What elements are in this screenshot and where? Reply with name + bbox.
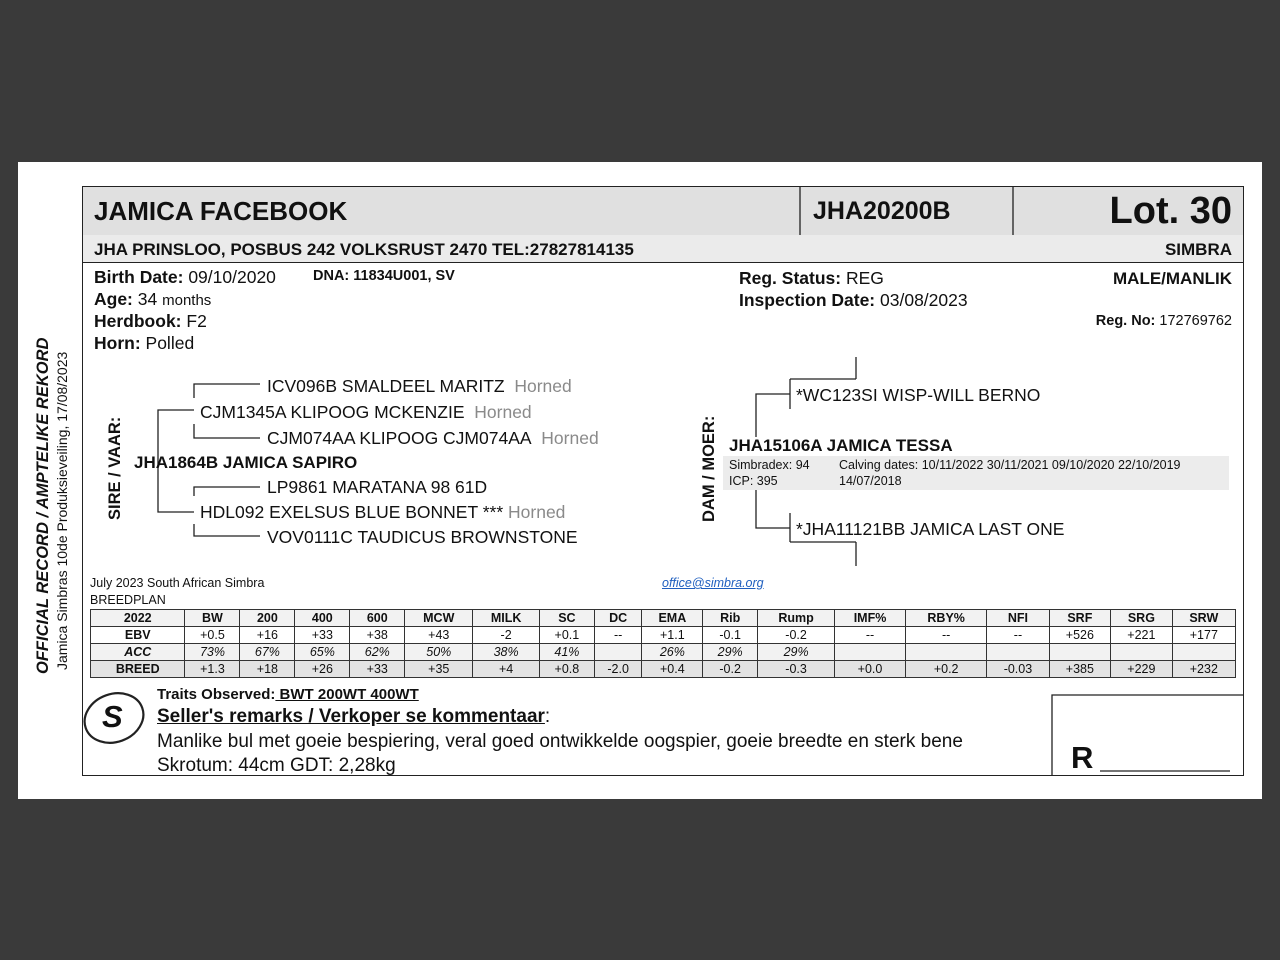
header-cell: SRF (1049, 610, 1111, 627)
remarks-line-1: Manlike bul met goeie bespiering, veral goed ontwikkelde oogspier, goeie breedte en sterk bene (157, 731, 963, 752)
sire-section-label: SIRE / VAAR: (106, 416, 124, 520)
acc-cell (906, 644, 987, 661)
ebv-cell: -- (594, 627, 642, 644)
ebv-cell: -- (987, 627, 1049, 644)
breed-cell: +0.8 (539, 661, 594, 678)
header-cell: SRW (1172, 610, 1235, 627)
header-cell: MILK (473, 610, 540, 627)
header-cell: MCW (405, 610, 473, 627)
sire-sire: CJM1345A KLIPOOG MCKENZIE Horned (200, 402, 532, 422)
breed-cell: +0.2 (906, 661, 987, 678)
dna-info: DNA: 11834U001, SV (313, 268, 455, 284)
row-label: BREED (91, 661, 185, 678)
simbra-logo: S (102, 699, 123, 734)
dam-name: JHA15106A JAMICA TESSA (729, 436, 953, 455)
acc-cell (987, 644, 1049, 661)
price-label: R (1071, 740, 1094, 775)
breed-cell: -0.2 (703, 661, 758, 678)
sire-dam-sire: LP9861 MARATANA 98 61D (267, 477, 488, 497)
calving-dates: Calving dates: 10/11/2022 30/11/2021 09/10/2020 22/10/2019 (839, 458, 1181, 472)
ebv-cell: +221 (1111, 627, 1173, 644)
breedplan-source: July 2023 South African Simbra (90, 576, 265, 590)
acc-cell: 29% (703, 644, 758, 661)
ebv-cell: +16 (240, 627, 295, 644)
header-cell: RBY% (906, 610, 987, 627)
acc-cell (594, 644, 642, 661)
breed-cell: -2.0 (594, 661, 642, 678)
dam-section-label: DAM / MOER: (700, 415, 718, 522)
ebv-header-row (91, 610, 1236, 627)
sex-label: MALE/MANLIK (1113, 269, 1232, 288)
acc-cell: 73% (185, 644, 240, 661)
header-cell: Rump (758, 610, 835, 627)
breed-cell: +1.3 (185, 661, 240, 678)
horn-status: Horn: Polled (94, 333, 195, 353)
lot-number: Lot. 30 (1109, 190, 1232, 232)
breed-avg-row (91, 661, 1236, 678)
breed-cell: -0.3 (758, 661, 835, 678)
acc-cell: 38% (473, 644, 540, 661)
header-cell: 600 (350, 610, 405, 627)
acc-cell (1049, 644, 1111, 661)
acc-cell: 65% (295, 644, 350, 661)
sire-sire-dam: CJM074AA KLIPOOG CJM074AA Horned (267, 428, 599, 448)
official-record-label: OFFICIAL RECORD / AMPTELIKE REKORD (34, 337, 52, 674)
ebv-table (90, 609, 1236, 678)
header-cell: NFI (987, 610, 1049, 627)
ebv-cell: +0.5 (185, 627, 240, 644)
breed-cell: +229 (1111, 661, 1173, 678)
header-cell: 200 (240, 610, 295, 627)
acc-cell: 26% (642, 644, 703, 661)
dam-dam: *JHA11121BB JAMICA LAST ONE (796, 519, 1065, 539)
header-cell: EMA (642, 610, 703, 627)
header-cell: SRG (1111, 610, 1173, 627)
sire-dam: HDL092 EXELSUS BLUE BONNET *** Horned (200, 502, 566, 522)
breed-cell: +0.0 (835, 661, 906, 678)
reg-code: JHA20200B (813, 197, 951, 225)
reg-number: Reg. No: 172769762 (1095, 313, 1232, 329)
birth-date: Birth Date: 09/10/2020 (94, 267, 276, 287)
breed-cell: +33 (350, 661, 405, 678)
header-cell: 400 (295, 610, 350, 627)
ebv-cell: -- (835, 627, 906, 644)
breed-cell: +18 (240, 661, 295, 678)
animal-name: JAMICA FACEBOOK (94, 196, 348, 226)
acc-cell: 50% (405, 644, 473, 661)
auction-label: Jamica Simbras 10de Produksieveiling, 17/08/2023 (54, 351, 70, 670)
ebv-cell: +526 (1049, 627, 1111, 644)
ebv-cell: +0.1 (539, 627, 594, 644)
lot-sheet (18, 162, 1262, 799)
reg-status: Reg. Status: REG (739, 268, 884, 288)
header-cell: BW (185, 610, 240, 627)
ebv-cell: -0.1 (703, 627, 758, 644)
herdbook: Herdbook: F2 (94, 311, 207, 331)
price-blank[interactable] (1100, 749, 1230, 773)
remarks-line-2: Skrotum: 44cm GDT: 2,28kg (157, 755, 396, 776)
calving-dates-2: 14/07/2018 (839, 474, 902, 488)
breed-cell: +35 (405, 661, 473, 678)
ebv-cell: +43 (405, 627, 473, 644)
simbradex: Simbradex: 94 (729, 458, 810, 472)
breed-cell: +4 (473, 661, 540, 678)
acc-cell: 62% (350, 644, 405, 661)
header-cell: Rib (703, 610, 758, 627)
ebv-cell: +177 (1172, 627, 1235, 644)
acc-cell (1111, 644, 1173, 661)
office-email-link[interactable]: office@simbra.org (662, 576, 764, 590)
breeder-line: JHA PRINSLOO, POSBUS 242 VOLKSRUST 2470 TEL:27827814135 (94, 240, 634, 259)
acc-cell: 67% (240, 644, 295, 661)
header-cell: DC (594, 610, 642, 627)
header-cell: IMF% (835, 610, 906, 627)
row-label: EBV (91, 627, 185, 644)
breed-cell: +232 (1172, 661, 1235, 678)
row-label: ACC (91, 644, 185, 661)
breed-cell: +0.4 (642, 661, 703, 678)
acc-cell: 29% (758, 644, 835, 661)
breed-label: SIMBRA (1164, 240, 1232, 259)
ebv-cell: -2 (473, 627, 540, 644)
acc-row (91, 644, 1236, 661)
ebv-cell: +38 (350, 627, 405, 644)
ebv-cell: +33 (295, 627, 350, 644)
breed-cell: +385 (1049, 661, 1111, 678)
sire-name: JHA1864B JAMICA SAPIRO (134, 453, 358, 472)
dam-sire: *WC123SI WISP-WILL BERNO (796, 385, 1041, 405)
traits-observed: Traits Observed: BWT 200WT 400WT (157, 686, 419, 703)
breed-cell: -0.03 (987, 661, 1049, 678)
ebv-row (91, 627, 1236, 644)
row-label: 2022 (91, 610, 185, 627)
breedplan-label: BREEDPLAN (90, 593, 166, 607)
inspection-date: Inspection Date: 03/08/2023 (739, 290, 968, 310)
acc-cell (1172, 644, 1235, 661)
acc-cell (835, 644, 906, 661)
icp: ICP: 395 (729, 474, 778, 488)
age: Age: 34 months (94, 289, 212, 309)
ebv-cell: -0.2 (758, 627, 835, 644)
ebv-cell: -- (906, 627, 987, 644)
sire-sire-sire: ICV096B SMALDEEL MARITZ Horned (267, 376, 572, 396)
sire-dam-dam: VOV0111C TAUDICUS BROWNSTONE (267, 527, 578, 547)
remarks-title: Seller's remarks / Verkoper se kommentaar: (157, 706, 551, 727)
ebv-cell: +1.1 (642, 627, 703, 644)
breed-cell: +26 (295, 661, 350, 678)
acc-cell: 41% (539, 644, 594, 661)
header-cell: SC (539, 610, 594, 627)
